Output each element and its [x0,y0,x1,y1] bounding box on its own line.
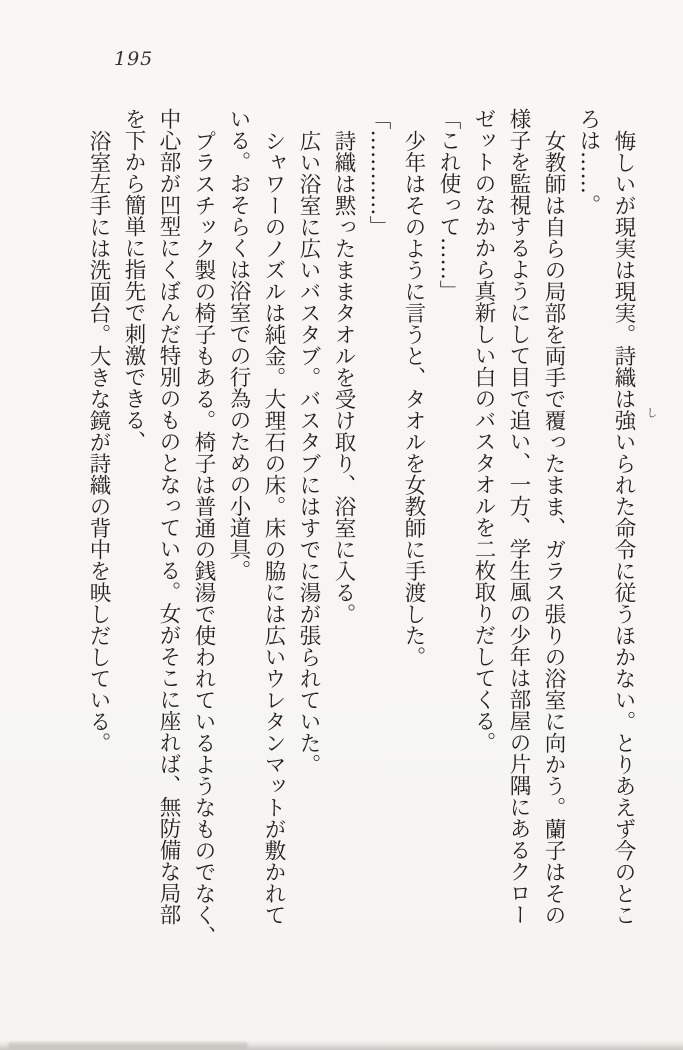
text-column: シャワーのノズルは純金。大理石の床。床の脇には広いウレタンマットが敷かれて [261,129,286,925]
page-bottom-shadow [0,1040,683,1050]
text-column: 「これ使って……」 [436,108,461,302]
text-column: 広い浴室に広いバスタブ。バスタブにはすでに湯が張られていた。 [296,129,321,775]
text-column: ゼットのなかから真新しい白のバスタオルを二枚取りだしてくる。 [471,108,496,753]
text-column: 様子を監視するようにして目で追い、一方、学生風の少年は部屋の片隅にあるクロー [506,108,531,925]
text-column: 中心部が凹型にくぼんだ特別のものとなっている。女がそこに座れば、無防備な局部 [156,108,181,925]
page-number: 195 [114,48,154,70]
text-column: 女教師は自らの局部を両手で覆ったまま、ガラス張りの浴室に向かう。蘭子はその [541,129,566,925]
body-text [81,108,641,970]
text-column: 悔しいが現実は現実。詩織は強いられた命令に従うほかない。とりあえず今のとこ [611,129,636,925]
furigana-annotation: し [645,407,658,418]
text-column: 「…………」 [366,108,391,237]
text-column: 少年はそのように言うと、タオルを女教師に手渡した。 [401,129,426,667]
text-column: 浴室左手には洗面台。大きな鏡が詩織の背中を映しだしている。 [86,129,111,753]
text-column: いる。おそらくは浴室での行為のための小道具。 [226,108,251,581]
text-column: プラスチック製の椅子もある。椅子は普通の銭湯で使われているようなものでなく、 [191,129,216,947]
text-column: を下から簡単に指先で刺激できる、 [121,108,146,452]
text-column: ろは……。 [576,108,601,216]
text-column: 詩織は黙ったままタオルを受け取り、浴室に入る。 [331,129,356,624]
